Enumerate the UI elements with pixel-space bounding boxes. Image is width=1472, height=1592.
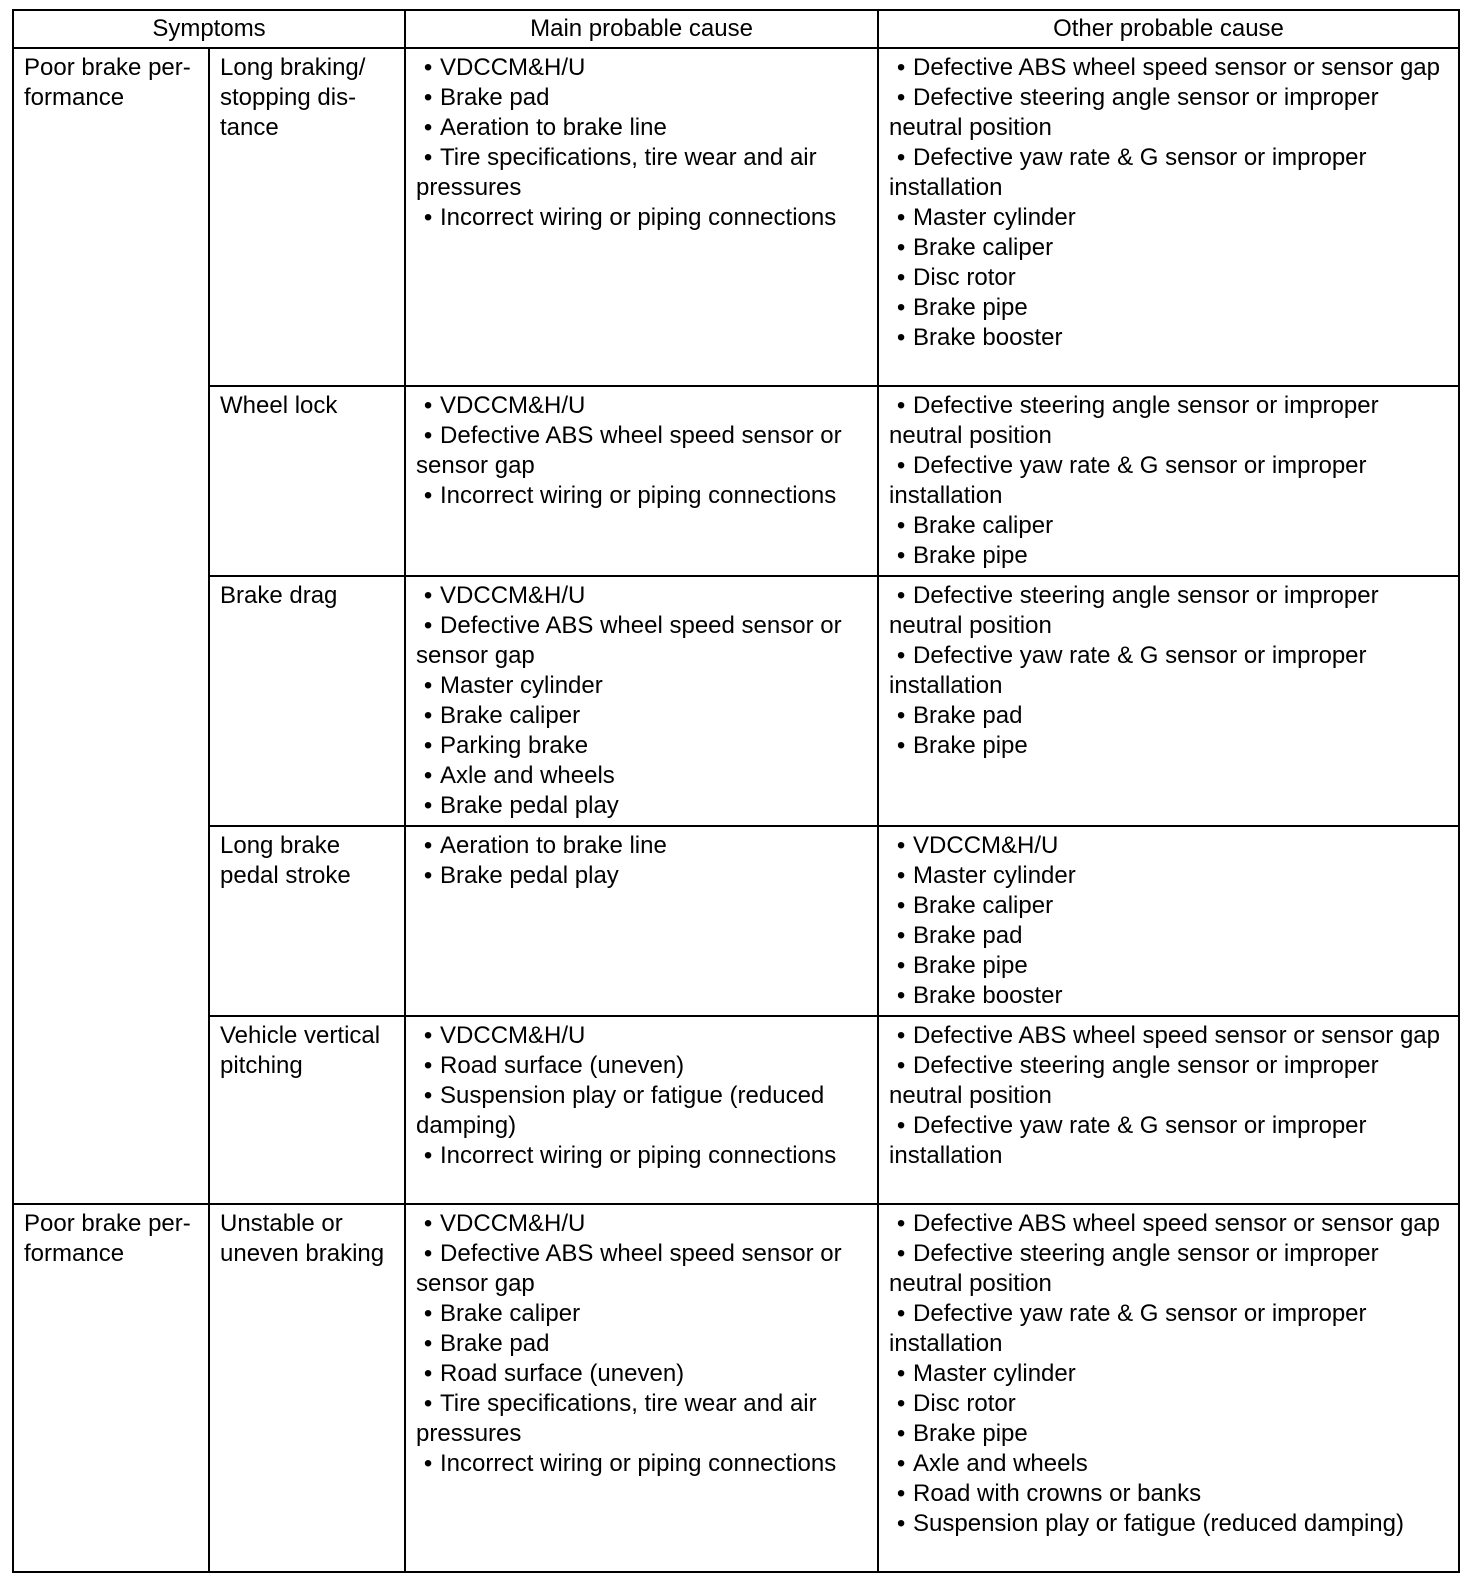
cause-text: Defective ABS wheel speed sensor or sensor gap xyxy=(416,612,842,669)
cause-text: Brake caliper xyxy=(440,702,581,729)
cause-text: Brake pipe xyxy=(913,732,1028,759)
bullet-icon: • xyxy=(896,144,906,171)
cause-text: Defective steering angle sensor or improper neutral position xyxy=(889,1052,1379,1109)
bullet-icon: • xyxy=(423,422,433,449)
cause-text: Defective ABS wheel speed sensor or sensor gap xyxy=(913,1022,1440,1049)
cause-item xyxy=(416,83,867,113)
cause-text: Defective ABS wheel speed sensor or sensor gap xyxy=(913,54,1440,81)
symptom-cell xyxy=(209,826,405,1016)
bullet-icon: • xyxy=(423,84,433,111)
cause-item xyxy=(416,861,867,891)
main-cause-cell xyxy=(405,386,878,576)
bullet-icon: • xyxy=(896,1052,906,1079)
header-symptoms: Symptoms xyxy=(13,10,405,48)
symptom-label: Unstable or uneven braking xyxy=(220,1210,385,1267)
cause-item xyxy=(889,1389,1448,1419)
cause-text: Incorrect wiring or piping connections xyxy=(440,1142,837,1169)
cause-item xyxy=(889,203,1448,233)
cause-item xyxy=(416,1299,867,1329)
cause-text: Parking brake xyxy=(440,732,589,759)
cause-text: Brake pipe xyxy=(913,952,1028,979)
diagnosis-table xyxy=(12,9,1460,1573)
symptom-cell xyxy=(209,1204,405,1572)
cause-text: Disc rotor xyxy=(913,1390,1016,1417)
bullet-icon: • xyxy=(423,672,433,699)
cause-item xyxy=(416,1359,867,1389)
symptom-group-label: Poor brake per- formance xyxy=(24,1210,191,1267)
cause-item xyxy=(416,481,867,511)
bullet-icon: • xyxy=(423,1450,433,1477)
cause-text: VDCCM&H/U xyxy=(440,54,586,81)
cause-item xyxy=(416,1081,867,1141)
cause-text: VDCCM&H/U xyxy=(440,582,586,609)
cause-item xyxy=(889,53,1448,83)
bullet-icon: • xyxy=(896,204,906,231)
bullet-icon: • xyxy=(896,862,906,889)
cause-item xyxy=(889,921,1448,951)
cause-item xyxy=(889,511,1448,541)
bullet-icon: • xyxy=(423,1390,433,1417)
cause-item xyxy=(416,1329,867,1359)
bullet-icon: • xyxy=(896,582,906,609)
cause-text: Brake pipe xyxy=(913,542,1028,569)
cause-item xyxy=(889,1479,1448,1509)
bullet-icon: • xyxy=(896,892,906,919)
symptom-label: Brake drag xyxy=(220,582,338,609)
cause-item xyxy=(889,1359,1448,1389)
table-row xyxy=(13,386,1459,576)
main-cause-cell xyxy=(405,1204,878,1572)
cause-text: Aeration to brake line xyxy=(440,832,667,859)
cause-text: Brake pad xyxy=(440,84,550,111)
cause-text: Brake pipe xyxy=(913,294,1028,321)
cause-text: Defective ABS wheel speed sensor or sensor gap xyxy=(416,422,842,479)
cause-text: Defective yaw rate & G sensor or improper installation xyxy=(889,642,1367,699)
cause-text: Suspension play or fatigue (reduced damping) xyxy=(416,1082,825,1139)
cause-item xyxy=(416,831,867,861)
cause-text: Incorrect wiring or piping connections xyxy=(440,1450,837,1477)
cause-text: Defective yaw rate & G sensor or improper installation xyxy=(889,144,1367,201)
cause-text: Defective ABS wheel speed sensor or sensor gap xyxy=(416,1240,842,1297)
bullet-icon: • xyxy=(423,1210,433,1237)
symptom-label: Long brake pedal stroke xyxy=(220,832,351,889)
cause-text: Defective yaw rate & G sensor or improper installation xyxy=(889,452,1367,509)
cause-item xyxy=(416,761,867,791)
bullet-icon: • xyxy=(423,762,433,789)
bullet-icon: • xyxy=(423,832,433,859)
bullet-icon: • xyxy=(423,792,433,819)
cause-text: Master cylinder xyxy=(440,672,603,699)
cause-text: VDCCM&H/U xyxy=(440,1022,586,1049)
bullet-icon: • xyxy=(423,702,433,729)
bullet-icon: • xyxy=(423,1330,433,1357)
cause-text: Defective steering angle sensor or improper neutral position xyxy=(889,392,1379,449)
bullet-icon: • xyxy=(896,392,906,419)
cause-item xyxy=(889,263,1448,293)
cause-item xyxy=(889,1509,1448,1539)
bullet-icon: • xyxy=(896,1450,906,1477)
symptom-group xyxy=(13,48,209,1204)
main-cause-cell xyxy=(405,576,878,826)
other-cause-cell xyxy=(878,1016,1459,1204)
other-cause-cell xyxy=(878,386,1459,576)
table-row xyxy=(13,576,1459,826)
bullet-icon: • xyxy=(896,1112,906,1139)
bullet-icon: • xyxy=(423,392,433,419)
cause-text: Defective ABS wheel speed sensor or sensor gap xyxy=(913,1210,1440,1237)
cause-item xyxy=(889,293,1448,323)
bullet-icon: • xyxy=(896,832,906,859)
cause-item xyxy=(416,1141,867,1171)
bullet-icon: • xyxy=(896,1510,906,1537)
cause-text: VDCCM&H/U xyxy=(440,392,586,419)
cause-item xyxy=(416,1021,867,1051)
cause-item xyxy=(889,1021,1448,1051)
cause-text: Brake pad xyxy=(913,922,1023,949)
cause-text: Defective yaw rate & G sensor or improper installation xyxy=(889,1300,1367,1357)
bullet-icon: • xyxy=(896,1300,906,1327)
bullet-icon: • xyxy=(896,1390,906,1417)
bullet-icon: • xyxy=(896,1210,906,1237)
cause-text: Axle and wheels xyxy=(913,1450,1088,1477)
table-row xyxy=(13,1016,1459,1204)
cause-text: Incorrect wiring or piping connections xyxy=(440,482,837,509)
cause-item xyxy=(889,581,1448,641)
cause-text: Defective steering angle sensor or improper neutral position xyxy=(889,84,1379,141)
main-cause-cell xyxy=(405,1016,878,1204)
table-row xyxy=(13,1204,1459,1572)
cause-text: Tire specifications, tire wear and air pressures xyxy=(416,144,817,201)
bullet-icon: • xyxy=(896,1360,906,1387)
cause-item xyxy=(416,421,867,481)
cause-item xyxy=(889,451,1448,511)
cause-item xyxy=(889,391,1448,451)
bullet-icon: • xyxy=(423,862,433,889)
cause-text: Defective yaw rate & G sensor or improper installation xyxy=(889,1112,1367,1169)
bullet-icon: • xyxy=(896,952,906,979)
cause-text: Master cylinder xyxy=(913,1360,1076,1387)
cause-item xyxy=(889,641,1448,701)
bullet-icon: • xyxy=(896,84,906,111)
bullet-icon: • xyxy=(896,54,906,81)
cause-item xyxy=(416,1051,867,1081)
bullet-icon: • xyxy=(896,642,906,669)
cause-text: Brake pedal play xyxy=(440,792,619,819)
cause-item xyxy=(889,323,1448,353)
cause-item xyxy=(416,1389,867,1449)
cause-text: Brake pedal play xyxy=(440,862,619,889)
bullet-icon: • xyxy=(423,732,433,759)
symptom-group xyxy=(13,1204,209,1572)
bullet-icon: • xyxy=(896,1480,906,1507)
bullet-icon: • xyxy=(896,702,906,729)
cause-item xyxy=(416,731,867,761)
cause-item xyxy=(889,143,1448,203)
cause-item xyxy=(889,1051,1448,1111)
cause-item xyxy=(416,1449,867,1479)
symptom-group-label: Poor brake per- formance xyxy=(24,54,191,111)
cause-text: Brake pad xyxy=(440,1330,550,1357)
cause-item xyxy=(416,391,867,421)
cause-item xyxy=(416,113,867,143)
table-row xyxy=(13,48,1459,386)
header-row xyxy=(13,10,1459,48)
cause-text: Brake caliper xyxy=(913,892,1054,919)
cause-item xyxy=(889,701,1448,731)
cause-item xyxy=(889,1449,1448,1479)
symptom-label: Wheel lock xyxy=(220,392,338,419)
cause-item xyxy=(889,1299,1448,1359)
bullet-icon: • xyxy=(423,114,433,141)
other-cause-cell xyxy=(878,48,1459,386)
bullet-icon: • xyxy=(896,512,906,539)
cause-item xyxy=(889,233,1448,263)
bullet-icon: • xyxy=(896,294,906,321)
header-other-cause: Other probable cause xyxy=(878,10,1459,48)
cause-item xyxy=(889,951,1448,981)
header-main-cause: Main probable cause xyxy=(405,10,878,48)
other-cause-cell xyxy=(878,826,1459,1016)
bullet-icon: • xyxy=(423,1082,433,1109)
bullet-icon: • xyxy=(423,144,433,171)
cause-text: Axle and wheels xyxy=(440,762,615,789)
symptom-cell xyxy=(209,386,405,576)
bullet-icon: • xyxy=(896,1240,906,1267)
bullet-icon: • xyxy=(423,204,433,231)
bullet-icon: • xyxy=(423,1360,433,1387)
bullet-icon: • xyxy=(423,1052,433,1079)
cause-text: Defective steering angle sensor or improper neutral position xyxy=(889,1240,1379,1297)
cause-text: VDCCM&H/U xyxy=(440,1210,586,1237)
symptom-cell xyxy=(209,576,405,826)
cause-text: Aeration to brake line xyxy=(440,114,667,141)
bullet-icon: • xyxy=(423,582,433,609)
cause-item xyxy=(889,1419,1448,1449)
cause-text: Road surface (uneven) xyxy=(440,1360,685,1387)
symptom-label: Vehicle vertical pitching xyxy=(220,1022,381,1079)
cause-item xyxy=(416,581,867,611)
bullet-icon: • xyxy=(896,1022,906,1049)
cause-item xyxy=(889,1111,1448,1171)
bullet-icon: • xyxy=(896,234,906,261)
cause-text: Brake pipe xyxy=(913,1420,1028,1447)
cause-text: Disc rotor xyxy=(913,264,1016,291)
bullet-icon: • xyxy=(423,1240,433,1267)
cause-item xyxy=(416,53,867,83)
symptom-cell xyxy=(209,48,405,386)
bullet-icon: • xyxy=(896,542,906,569)
cause-item xyxy=(889,83,1448,143)
cause-item xyxy=(416,611,867,671)
cause-text: Incorrect wiring or piping connections xyxy=(440,204,837,231)
cause-item xyxy=(416,1239,867,1299)
symptom-cell xyxy=(209,1016,405,1204)
cause-text: Road surface (uneven) xyxy=(440,1052,685,1079)
bullet-icon: • xyxy=(423,1022,433,1049)
symptom-label: Long braking/ stopping dis- tance xyxy=(220,54,366,141)
cause-text: VDCCM&H/U xyxy=(913,832,1059,859)
cause-item xyxy=(889,541,1448,571)
bullet-icon: • xyxy=(423,54,433,81)
cause-text: Brake booster xyxy=(913,324,1063,351)
cause-text: Brake caliper xyxy=(913,234,1054,261)
bullet-icon: • xyxy=(896,982,906,1009)
bullet-icon: • xyxy=(896,452,906,479)
bullet-icon: • xyxy=(423,1300,433,1327)
cause-text: Master cylinder xyxy=(913,204,1076,231)
cause-item xyxy=(889,831,1448,861)
main-cause-cell xyxy=(405,48,878,386)
cause-text: Suspension play or fatigue (reduced damping) xyxy=(913,1510,1404,1537)
bullet-icon: • xyxy=(896,1420,906,1447)
cause-item xyxy=(889,1239,1448,1299)
cause-item xyxy=(416,791,867,821)
cause-item xyxy=(889,981,1448,1011)
main-cause-cell xyxy=(405,826,878,1016)
other-cause-cell xyxy=(878,1204,1459,1572)
cause-text: Master cylinder xyxy=(913,862,1076,889)
bullet-icon: • xyxy=(896,324,906,351)
cause-text: Road with crowns or banks xyxy=(913,1480,1202,1507)
cause-item xyxy=(889,731,1448,761)
table-row xyxy=(13,826,1459,1016)
cause-text: Brake pad xyxy=(913,702,1023,729)
bullet-icon: • xyxy=(896,732,906,759)
cause-text: Defective steering angle sensor or improper neutral position xyxy=(889,582,1379,639)
bullet-icon: • xyxy=(423,482,433,509)
bullet-icon: • xyxy=(896,264,906,291)
cause-item xyxy=(416,701,867,731)
other-cause-cell xyxy=(878,576,1459,826)
bullet-icon: • xyxy=(896,922,906,949)
cause-text: Brake booster xyxy=(913,982,1063,1009)
cause-text: Tire specifications, tire wear and air pressures xyxy=(416,1390,817,1447)
cause-item xyxy=(416,203,867,233)
cause-text: Brake caliper xyxy=(913,512,1054,539)
cause-item xyxy=(416,143,867,203)
bullet-icon: • xyxy=(423,612,433,639)
cause-item xyxy=(416,671,867,701)
cause-item xyxy=(416,1209,867,1239)
bullet-icon: • xyxy=(423,1142,433,1169)
cause-item xyxy=(889,1209,1448,1239)
cause-text: Brake caliper xyxy=(440,1300,581,1327)
cause-item xyxy=(889,861,1448,891)
cause-item xyxy=(889,891,1448,921)
